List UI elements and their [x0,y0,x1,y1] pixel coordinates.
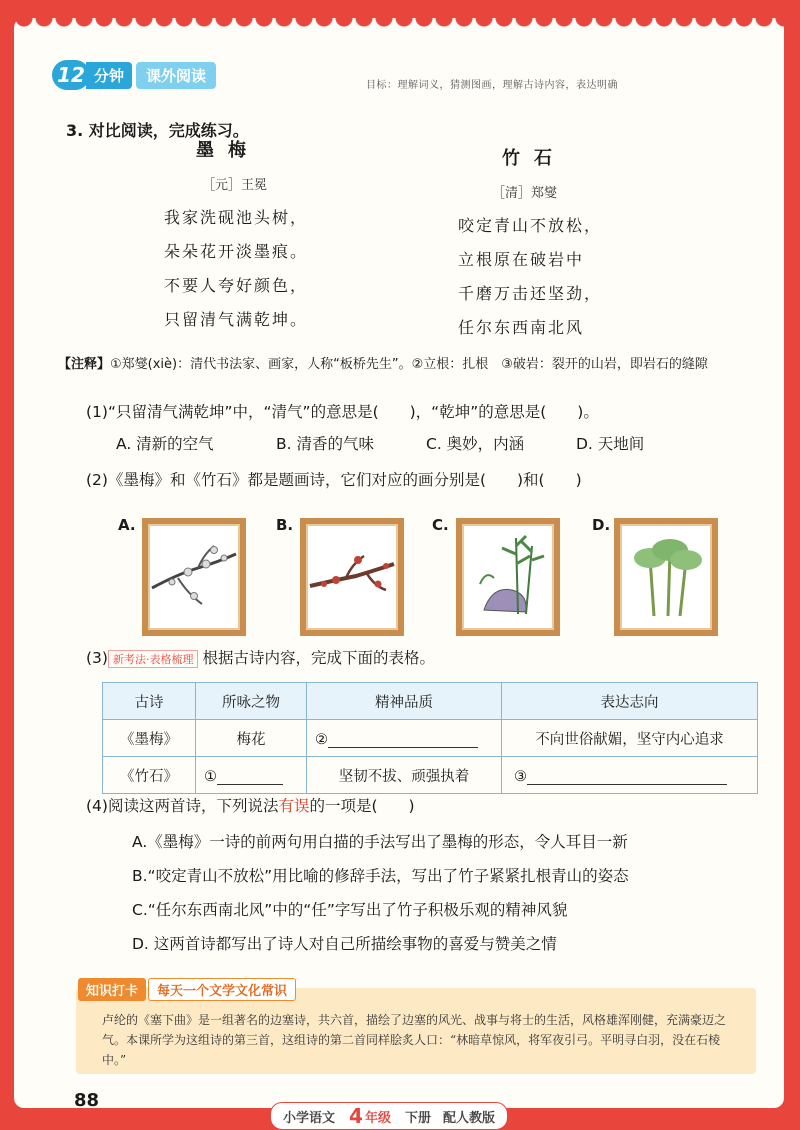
question-2: (2)《墨梅》和《竹石》都是题画诗，它们对应的画分别是( )和( ) [86,471,582,489]
picture-label-a: A. [118,516,136,534]
option-c[interactable]: C. 奥妙，内涵 [426,435,525,453]
answer-blank-1[interactable]: ① [196,757,307,794]
table-header: 精神品质 [307,683,502,720]
option-b[interactable]: B. 清香的气味 [276,435,374,453]
answer-blank-3[interactable]: ③ [502,757,758,794]
statement-a[interactable]: A.《墨梅》一诗的前两句用白描的手法写出了墨梅的形态，令人耳目一新 [132,833,628,851]
picture-d-bamboo[interactable] [614,518,718,636]
poem-author: ［清］郑燮 [492,186,558,201]
question-4-prefix: (4)阅读这两首诗，下列说法 [86,797,279,815]
picture-label-b: B. [276,516,294,534]
poem-zhu-shi [458,144,602,345]
question-4 [86,794,415,816]
bamboo-rock-icon [462,524,554,630]
poem-line: 咬定青山不放松， [458,216,603,235]
table-cell: 梅花 [196,720,307,757]
poem-title: 竹石 [502,148,566,169]
footer-grade-suffix: 年级 [364,1110,391,1126]
question-3-title: 3. 对比阅读，完成练习。 [66,121,249,140]
table-cell: 《竹石》 [103,757,196,794]
footer-grade: 4 [349,1104,363,1128]
knowledge-text: 卢纶的《塞下曲》是一组著名的边塞诗，共六首，描绘了边塞的风光、战事与将士的生活，风格雄浑刚健，充满豪迈之气。本课所学为这组诗的第三首，这组诗的第二首同样脍炙人口：“林暗草惊风，将军夜引弓。平明寻白羽，没在石棱中。” [102,1013,727,1067]
statement-b[interactable]: B.“咬定青山不放松”用比喻的修辞手法，写出了竹子紧紧扎根青山的姿态 [132,867,629,885]
poem-mo-mei [164,136,308,337]
statement-d[interactable]: D. 这两首诗都写出了诗人对自己所描绘事物的喜爱与赞美之情 [132,935,557,953]
bamboo-icon [620,524,712,630]
footer-subject: 小学语文 [283,1110,336,1126]
table-header: 所咏之物 [196,683,307,720]
plum-ink-icon [148,524,240,630]
table-header: 古诗 [103,683,196,720]
question-1: (1)“只留清气满乾坤”中，“清气”的意思是( )，“乾坤”的意思是( )。 [86,403,599,421]
goal-text: 目标：理解词义，猜测图画，理解古诗内容，表达明确 [366,80,618,91]
answer-blank-2[interactable]: ② [307,720,502,757]
poem-line: 朵朵花开淡墨痕。 [164,242,309,261]
red-plum-icon [306,524,398,630]
section-label: 课外阅读 [136,62,216,89]
section-header [52,60,216,90]
annotation-text: ①郑燮(xiè)：清代书法家、画家，人称“板桥先生”。②立根：扎根 ③破岩：裂开的山岩，即岩石的缝隙 [110,357,708,372]
footer-term: 下册 [404,1110,431,1126]
table-cell: 不向世俗献媚，坚守内心追求 [502,720,758,757]
picture-a-plum-branch[interactable] [142,518,246,636]
minutes-unit: 分钟 [86,62,132,89]
poem-line: 只留清气满乾坤。 [164,310,309,329]
table-header: 表达志向 [502,683,758,720]
page [14,18,784,1128]
poem-line: 不要人夸好颜色， [164,276,309,295]
picture-b-red-plum[interactable] [300,518,404,636]
picture-label-d: D. [592,516,611,534]
footer-edition [270,1102,508,1130]
picture-label-c: C. [432,516,449,534]
poem-line: 立根原在破岩中 [458,250,585,269]
table-row [103,720,758,757]
poem-comparison-table [102,682,758,794]
option-d[interactable]: D. 天地间 [576,435,645,453]
option-a[interactable]: A. 清新的空气 [116,435,214,453]
poem-line: 千磨万击还坚劲， [458,284,603,303]
table-row [103,757,758,794]
question-3-prefix: (3) [86,649,108,667]
page-number: 88 [74,1090,100,1111]
poem-author: ［元］王冕 [202,178,268,193]
question-3-text: 根据古诗内容，完成下面的表格。 [202,649,435,667]
footer-edition-label: 配人教版 [442,1110,495,1126]
question-4-emphasis: 有误 [278,797,310,815]
table-cell: 《墨梅》 [103,720,196,757]
table-cell: 坚韧不拔、顽强执着 [307,757,502,794]
knowledge-subtag: 每天一个文学文化常识 [148,978,296,1001]
poem-line: 我家洗砚池头树， [164,208,309,227]
table-header-row [103,683,758,720]
new-format-tag: 新考法·表格梳理 [108,650,199,668]
knowledge-tag: 知识打卡 [78,978,146,1001]
statement-c[interactable]: C.“任尔东西南北风”中的“任”字写出了竹子积极乐观的精神风貌 [132,901,568,919]
question-1-options [116,432,644,454]
poem-title: 墨梅 [196,140,260,161]
question-3 [86,646,435,668]
minutes-badge: 12 [52,60,90,90]
question-4-suffix: 的一项是( ) [309,797,415,815]
poem-line: 任尔东西南北风 [458,318,585,337]
top-scallop-border [14,18,784,34]
picture-c-bamboo-rock[interactable] [456,518,560,636]
annotation [58,353,748,377]
annotation-label: 【注释】 [58,357,111,372]
